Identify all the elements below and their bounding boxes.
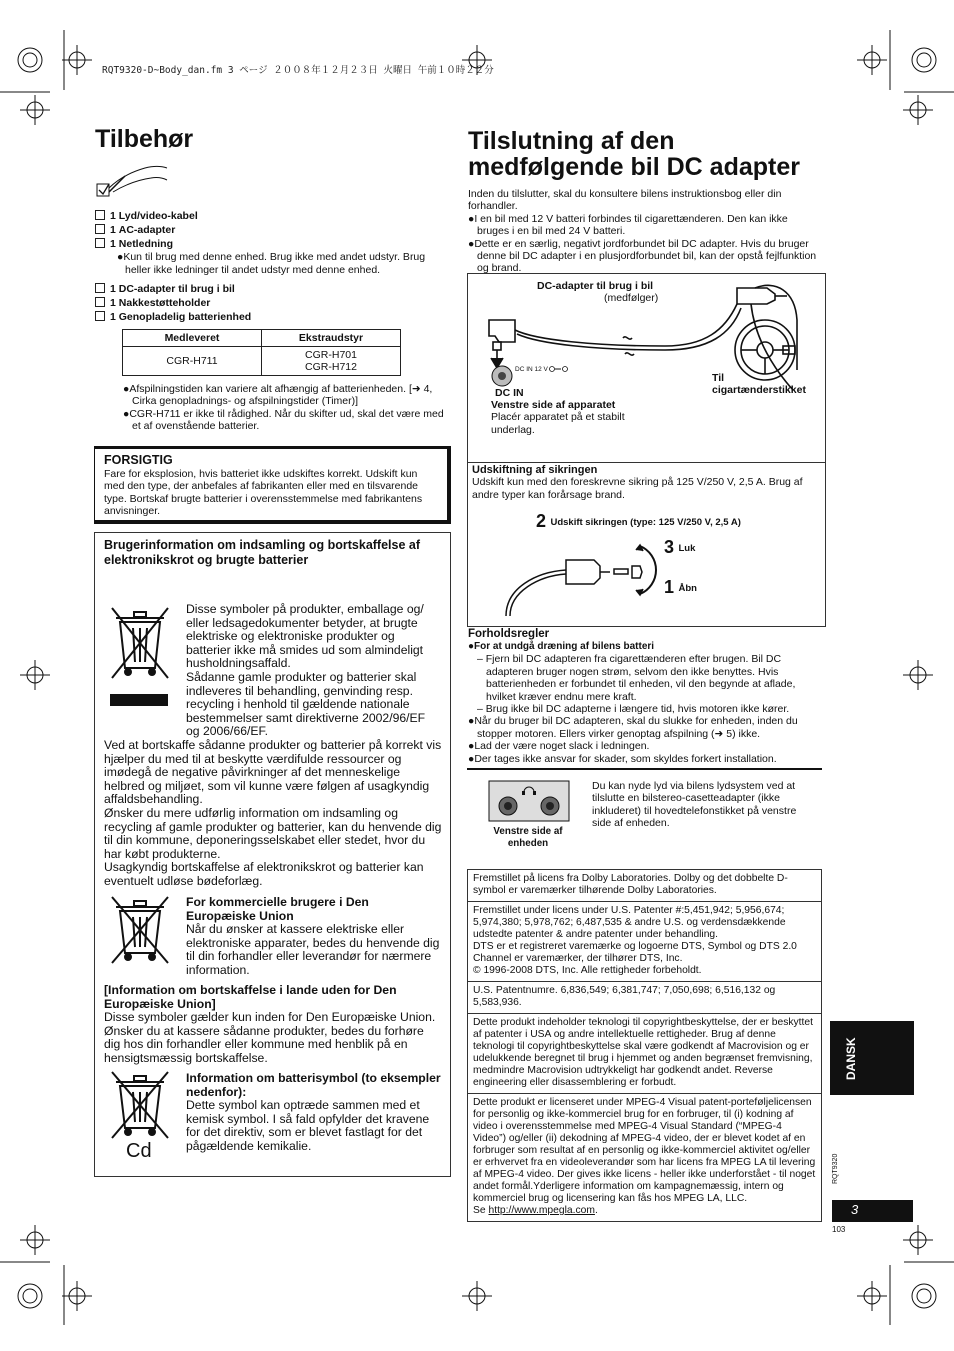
battery-symbol-info: Information om batterisymbol (to eksempler nedenfor): Dette symbol kan optræde sammen med et kemisk symbol. I så fald opfylder det kravene for det direktiv, som er blevet fastlagt for det pågældende kemikalie. <box>186 1071 441 1153</box>
weee-paragraph: Ved at bortskaffe sådanne produkter og batterier på korrekt vis hjælper du med til at beskytte værdifulde ressourcer og imødegå de negative påvirkninger af det menneskelige helbred og miljøet, som vil kunne være følgen af usagkyndig affaldsbehandling. Ønsker du mere udførlig information om indsamling og recycling af gamle produkter og batterier, kan du henvende dig til din kommune, deponeringsselskabet eller stedet, hvor du har købt produkterne. Usagkyndig bortskaffelse af elektronikskrot og batterier kan eventuelt udløse bødeforlæg. <box>104 738 442 888</box>
legal-macrovision: Dette produkt indeholder teknologi til copyrightbeskyttelse, der er beskyttet af patenter i USA og andre intellektuelle rettigheder. Brug af denne teknologi til copyrightbeskyttelse skal være godkendt af Macrovision og er udelukkende beregnet til brug i hjemmet og anden begrænset fremvisning, medmindre Macrovision udtrykkeligt har godkendt andet. Reverse engineering eller disassemblering er forbudt. <box>468 1014 821 1094</box>
dc-in-label: DC IN <box>495 387 524 399</box>
accessory-item: 1 Netledning <box>95 237 445 251</box>
lighter-label: Til cigartænderstikket <box>712 372 806 397</box>
fuse-step-3: 3 Luk <box>664 537 696 557</box>
table-header: Medleveret <box>123 330 262 347</box>
legal-mpeg4: Dette produkt er licenseret under MPEG-4 Visual patent-porteføljelicensen for personlig og ikke-kommerciel brug for en forbruger, til (i) kodning af video i overensstemmelse med MPEG-4 Visual Standard (“MPEG-4 Video”) og/eller (ii) dekodning af MPEG-4 video, der er blevet kodet af en forbruger som resultat af en personlig og ikke-kommerciel aktivitet og/eller er erhvervet fra en videoleverandør som har licens fra MPEG LA til levering af MPEG-4 video. Der gives ikke licens - heller ikke underforstået - til noget andet formål.Yderligere information om kampagnemæssig, intern og kommerciel brug og licensering kan fås hos MPEG LA, LLC. Se http://www.mpegla.com. <box>473 1097 816 1216</box>
battery-notes <box>123 383 448 433</box>
language-tab-label: DANSK <box>844 1037 858 1080</box>
fuse-step-1: 1 Åbn <box>664 577 697 597</box>
polarity-icon <box>548 364 570 374</box>
table-cell: CGR-H711 <box>123 347 262 376</box>
caution-text: Fare for eksplosion, hvis batteriet ikke udskiftes korrekt. Udskift kun med den type, der anbefales af fabrikanten eller med en tilsvarende type. Bortskaf brugte batterier i overensstemmelse med fabrikantens anvisninger. <box>104 468 423 518</box>
caution-title: FORSIGTIG <box>104 453 173 467</box>
table-header: Ekstraudstyr <box>262 330 401 347</box>
weee-paragraph: Disse symboler på produkter, emballage og/ eller ledsagedokumenter betyder, at brugte elektriske og elektroniske produkter og batterier ikke må smides ud som almindeligt husholdningsaffald. Sådanne gamle produkter og batterier skal indleveres til behandling, genvinding resp. recycling i henhold til gældende nationale bestemmelser samt direktiverne 2002/96/EF og 2006/66/EF. <box>186 602 426 739</box>
headphone-jack-illustration <box>488 780 570 822</box>
accessory-item: 1 AC-adapter <box>95 223 445 237</box>
battery-table <box>122 329 401 376</box>
caution-box <box>94 446 451 524</box>
fuse-section: Udskiftning af sikringen Udskift kun med den foreskrevne sikring på 125 V/250 V, 2,5 A. Brug af andre typer kan forårsage brand. <box>472 464 803 501</box>
adapter-sub: (medfølger) <box>604 292 659 304</box>
netledning-note: ●Kun til brug med denne enhed. Brug ikke med andet udstyr. Brug heller ikke ledninger til andet udstyr med denne enhed. <box>117 251 426 276</box>
adapter-label: DC-adapter til brug i bil <box>537 280 654 292</box>
business-users: For kommercielle brugere i Den Europæiske Union Når du ønsker at kassere elektriske eller elektroniske apparater, bedes du henvende dig til din forhandler eller leverandør for nærmere information. <box>186 895 440 977</box>
language-tab <box>830 1021 914 1095</box>
table-cell: CGR-H701 CGR-H712 <box>262 347 401 376</box>
header-line: RQT9320-D~Body_dan.fm 3 ページ ２００８年１２月２３日 火曜日 午前１０時２２分 <box>102 65 494 76</box>
intro-text: Inden du tilslutter, skal du konsultere bilens instruktionsbog eller din forhandler. ●I en bil med 12 V batteri forbindes til cigarettænderen. Den kan ikke bruges i en bil med 24 V batteri. ●Dette er en særlig, negativt jordforbundet bil DC adapter. Hvis du bruger denne bil DC adapter i en plusjordforbundet bil, kan der opstå fejlfunktion og brand. <box>468 188 817 275</box>
checklist-hand-icon <box>95 158 169 204</box>
sub-page-number: 103 <box>832 1225 846 1234</box>
fuse-step-2: 2 Udskift sikringen (type: 125 V/250 V, 2,5 A) <box>536 511 741 531</box>
accessory-item: 1 Lyd/video-kabel <box>95 209 445 223</box>
precautions: Forholdsregler ●For at undgå dræning af bilens batteri – Fjern bil DC adapteren fra cigarettænderen efter brugen. Bil DC adapteren bruger nogen strøm, selvom den ikke benyttes. Hvis batterienheden er forbundet til enheden, vil den begynde at aflade, hvilket kræver endnu mere kraft. – Brug ikke bil DC adapterne i længere tid, hvis motoren ikke kører. ●Når du bruger bil DC adapteren, skal du slukke for enheden, inden du stopper motoren. Ellers virker genoptag afspilning (➜ 5) ikke. ●Lad der være noget slack i ledningen. ●Der tages ikke ansvar for skader, som skyldes forkert installation. <box>468 628 798 765</box>
battery-note: ●CGR-H711 er ikke til rådighed. Når du skifter ud, skal det være med et af ovenstående batterier. <box>123 407 444 433</box>
outside-eu: [Information om bortskaffelse i lande uden for Den Europæiske Union] Disse symboler gælder kun inden for Den Europæiske Union. Ønsker du at kassere sådanne produkter, bedes du forhøre dig hos din forhandler eller kommune med henblik på en hensigtsmæssig bortskaffelse. <box>104 983 436 1065</box>
accessory-list <box>95 209 445 324</box>
dc-in-marking: DC IN 12 V <box>515 366 548 373</box>
crossed-bin-icon <box>108 602 172 708</box>
left-side-label: Venstre side af apparatet Placér apparatet på et stabilt underlag. <box>491 399 625 436</box>
fuse-replacement-illustration <box>496 528 666 618</box>
battery-note: ●Afspilningstiden kan variere alt afhængig af batterienheden. [➜ 4, Cirka genopladnings- og afspilningstider (Timer)] <box>123 383 433 408</box>
cd-chemical-label: Cd <box>126 1140 152 1162</box>
accessory-item: 1 DC-adapter til brug i bil <box>95 282 445 296</box>
crossed-bin-icon <box>108 895 172 967</box>
audio-text: Du kan nyde lyd via bilens lydsystem ved at tilslutte en bilstereo-casetteadapter (ikke inkluderet) til hovedtelefonstikket på venstre side af enheden. <box>592 780 797 830</box>
legal-notices <box>467 869 822 1222</box>
crossed-bin-icon <box>108 1070 172 1142</box>
legal-patents: U.S. Patentnumre. 6,836,549; 6,381,747; 7,050,698; 6,516,132 og 5,583,936. <box>468 982 821 1014</box>
page-title-accessories: Tilbehør <box>95 125 194 153</box>
legal-dolby: Fremstillet på licens fra Dolby Laboratories. Dolby og det dobbelte D-symbol er varemærker tilhørende Dolby Laboratories. <box>468 870 821 902</box>
accessory-item: 1 Nakkestøtteholder <box>95 296 445 310</box>
page-number: 3 <box>851 1202 859 1217</box>
page-title-dc-adapter: Tilslutning af den medfølgende bil DC adapter <box>468 127 800 181</box>
weee-title: Brugerinformation om indsamling og bortskaffelse af elektronikskrot og brugte batterier <box>104 538 421 567</box>
headphone-label: Venstre side af enheden <box>493 826 563 849</box>
mpegla-link[interactable]: http://www.mpegla.com <box>488 1205 595 1216</box>
accessory-item: 1 Genopladelig batterienhed <box>95 310 445 324</box>
legal-dts: Fremstillet under licens under U.S. Patenter #:5,451,942; 5,956,674; 5,974,380; 5,978,762; 6,487,535 & andre U.S. og verdensdækkende udstedte patenter & andre patenter under behandling. DTS er et registreret varemærke og logoerne DTS, Symbol og DTS 2.0 Channel er varemærker, der tilhører DTS, Inc. © 1996-2008 DTS, Inc. Alle rettigheder forbeholdt. <box>468 902 821 982</box>
doc-code: RQT9320 <box>832 1153 839 1184</box>
page-number-box <box>832 1200 913 1222</box>
